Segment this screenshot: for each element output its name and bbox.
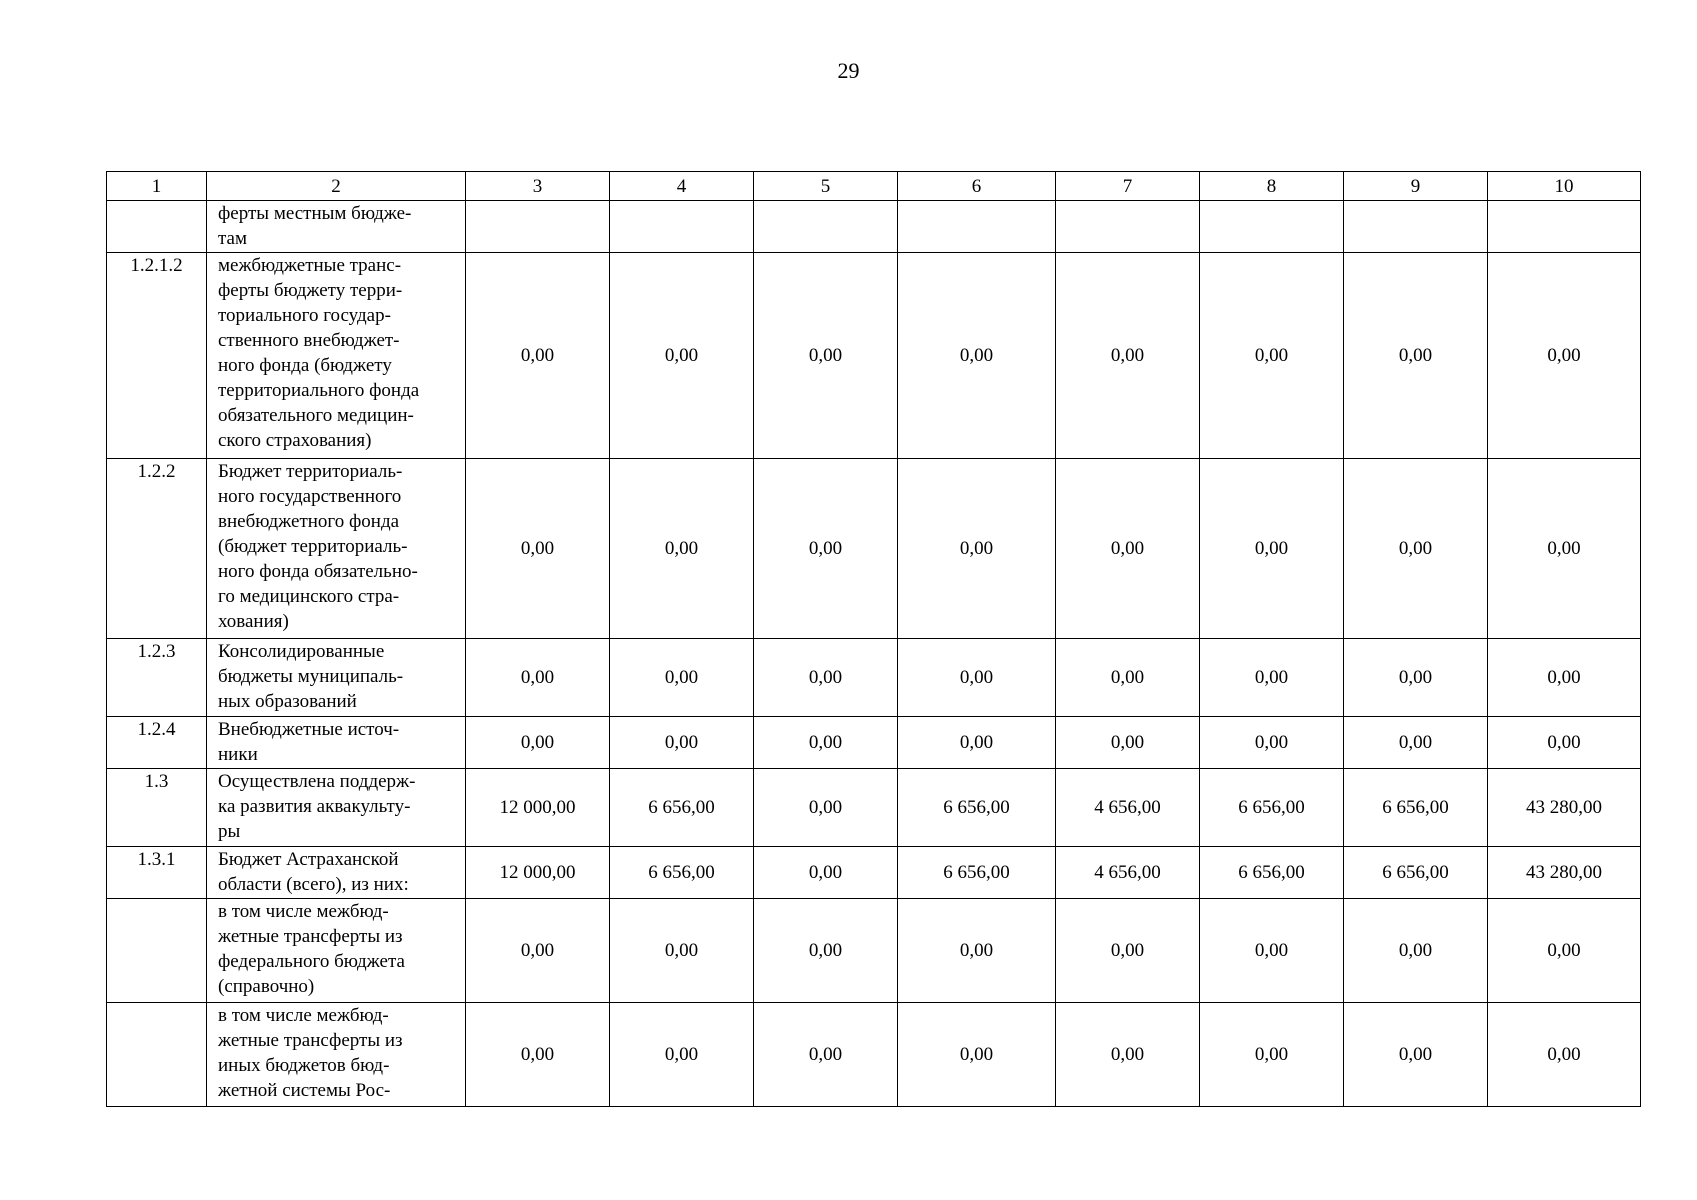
row-code xyxy=(107,201,207,253)
row-label-line: хования) xyxy=(218,611,289,632)
row-code: 1.3 xyxy=(107,769,207,847)
value-cell xyxy=(1200,201,1344,253)
value-cell: 0,00 xyxy=(898,899,1056,1003)
value-cell xyxy=(898,201,1056,253)
value-cell: 0,00 xyxy=(610,639,754,717)
value-cell: 12 000,00 xyxy=(466,769,610,847)
value-cell: 0,00 xyxy=(1200,1003,1344,1107)
row-label-line: в том числе межбюд- xyxy=(218,1005,389,1026)
row-label-line: Консолидированные xyxy=(218,641,385,662)
row-code: 1.2.2 xyxy=(107,459,207,639)
value-cell: 6 656,00 xyxy=(1200,847,1344,899)
header-cell: 5 xyxy=(754,172,898,201)
value-cell: 6 656,00 xyxy=(1344,769,1488,847)
header-cell: 9 xyxy=(1344,172,1488,201)
row-label-line: ного фонда обязательно- xyxy=(218,561,418,582)
value-cell: 0,00 xyxy=(466,639,610,717)
value-cell: 0,00 xyxy=(898,1003,1056,1107)
value-cell: 0,00 xyxy=(1344,459,1488,639)
row-label-line: Бюджет Астраханской xyxy=(218,849,399,870)
row-label-line: Бюджет территориаль- xyxy=(218,461,403,482)
header-cell: 8 xyxy=(1200,172,1344,201)
table-row xyxy=(107,201,1641,253)
value-cell: 0,00 xyxy=(754,1003,898,1107)
row-label-line: жетные трансферты из xyxy=(218,926,403,947)
row-label xyxy=(207,847,466,899)
value-cell: 0,00 xyxy=(1056,459,1200,639)
row-label-line: жетной системы Рос- xyxy=(218,1080,391,1101)
row-label-line: (бюджет территориаль- xyxy=(218,536,408,557)
value-cell: 0,00 xyxy=(466,459,610,639)
row-label xyxy=(207,459,466,639)
value-cell: 0,00 xyxy=(898,253,1056,459)
value-cell xyxy=(754,201,898,253)
row-label-line: ственного внебюджет- xyxy=(218,330,400,351)
header-cell: 10 xyxy=(1488,172,1641,201)
value-cell: 0,00 xyxy=(1488,459,1641,639)
row-label-line: Внебюджетные источ- xyxy=(218,719,400,740)
value-cell xyxy=(1344,201,1488,253)
value-cell: 0,00 xyxy=(1344,717,1488,769)
value-cell xyxy=(610,201,754,253)
table-row xyxy=(107,769,1641,847)
row-label-line: ники xyxy=(218,744,258,765)
value-cell: 0,00 xyxy=(898,639,1056,717)
value-cell: 6 656,00 xyxy=(898,847,1056,899)
header-cell: 6 xyxy=(898,172,1056,201)
row-label-line: территориального фонда xyxy=(218,380,420,401)
value-cell: 0,00 xyxy=(754,769,898,847)
row-label xyxy=(207,201,466,253)
row-label-line: ных образований xyxy=(218,691,357,712)
value-cell: 0,00 xyxy=(754,717,898,769)
row-code: 1.2.1.2 xyxy=(107,253,207,459)
value-cell: 0,00 xyxy=(1200,639,1344,717)
row-label-line: ного государственного xyxy=(218,486,402,507)
value-cell: 43 280,00 xyxy=(1488,847,1641,899)
row-label-line: области (всего), из них: xyxy=(218,874,409,895)
row-label xyxy=(207,717,466,769)
row-code: 1.3.1 xyxy=(107,847,207,899)
row-label-line: иных бюджетов бюд- xyxy=(218,1055,390,1076)
value-cell xyxy=(466,201,610,253)
value-cell: 6 656,00 xyxy=(610,769,754,847)
value-cell: 0,00 xyxy=(754,899,898,1003)
value-cell: 0,00 xyxy=(1344,1003,1488,1107)
header-cell: 7 xyxy=(1056,172,1200,201)
value-cell: 0,00 xyxy=(1488,717,1641,769)
row-label xyxy=(207,899,466,1003)
row-label-line: межбюджетные транс- xyxy=(218,255,402,276)
value-cell: 12 000,00 xyxy=(466,847,610,899)
row-label-line: жетные трансферты из xyxy=(218,1030,403,1051)
header-cell: 1 xyxy=(107,172,207,201)
value-cell: 0,00 xyxy=(1200,717,1344,769)
value-cell: 0,00 xyxy=(1344,253,1488,459)
value-cell: 0,00 xyxy=(1344,639,1488,717)
value-cell: 0,00 xyxy=(1488,253,1641,459)
header-cell: 2 xyxy=(207,172,466,201)
value-cell: 0,00 xyxy=(610,253,754,459)
value-cell: 0,00 xyxy=(1488,899,1641,1003)
table-row xyxy=(107,459,1641,639)
table-row xyxy=(107,253,1641,459)
row-label xyxy=(207,769,466,847)
row-code: 1.2.3 xyxy=(107,639,207,717)
row-label-line: ка развития аквакульту- xyxy=(218,796,411,817)
row-label xyxy=(207,639,466,717)
value-cell: 0,00 xyxy=(754,459,898,639)
value-cell: 0,00 xyxy=(754,253,898,459)
row-label-line: ферты бюджету терри- xyxy=(218,280,403,301)
row-label xyxy=(207,253,466,459)
header-cell: 4 xyxy=(610,172,754,201)
value-cell: 0,00 xyxy=(754,639,898,717)
row-label-line: го медицинского стра- xyxy=(218,586,400,607)
value-cell: 0,00 xyxy=(1488,1003,1641,1107)
table-row xyxy=(107,1003,1641,1107)
value-cell: 0,00 xyxy=(1056,717,1200,769)
table-row xyxy=(107,847,1641,899)
value-cell: 6 656,00 xyxy=(1200,769,1344,847)
value-cell: 4 656,00 xyxy=(1056,769,1200,847)
value-cell: 0,00 xyxy=(1056,253,1200,459)
value-cell: 43 280,00 xyxy=(1488,769,1641,847)
table-header xyxy=(107,172,1641,201)
value-cell: 0,00 xyxy=(1056,639,1200,717)
value-cell: 6 656,00 xyxy=(1344,847,1488,899)
value-cell: 0,00 xyxy=(898,459,1056,639)
row-label-line: ного фонда (бюджету xyxy=(218,355,392,376)
value-cell: 0,00 xyxy=(1488,639,1641,717)
row-code xyxy=(107,899,207,1003)
value-cell: 0,00 xyxy=(754,847,898,899)
row-label-line: ферты местным бюдже- xyxy=(218,203,412,224)
row-code xyxy=(107,1003,207,1107)
value-cell: 0,00 xyxy=(1056,1003,1200,1107)
value-cell xyxy=(1488,201,1641,253)
row-label-line: ры xyxy=(218,821,241,842)
row-label-line: в том числе межбюд- xyxy=(218,901,389,922)
value-cell: 0,00 xyxy=(466,717,610,769)
value-cell xyxy=(1056,201,1200,253)
page-number: 29 xyxy=(837,58,860,83)
value-cell: 6 656,00 xyxy=(610,847,754,899)
value-cell: 0,00 xyxy=(898,717,1056,769)
row-label-line: там xyxy=(218,228,247,249)
table-row xyxy=(107,639,1641,717)
value-cell: 0,00 xyxy=(466,899,610,1003)
value-cell: 0,00 xyxy=(1200,459,1344,639)
row-label-line: ториального государ- xyxy=(218,305,391,326)
value-cell: 0,00 xyxy=(1344,899,1488,1003)
table-row xyxy=(107,899,1641,1003)
value-cell: 0,00 xyxy=(610,899,754,1003)
row-label-line: внебюджетного фонда xyxy=(218,511,400,532)
row-label-line: обязательного медицин- xyxy=(218,405,414,426)
value-cell: 0,00 xyxy=(1200,253,1344,459)
value-cell: 0,00 xyxy=(610,717,754,769)
table-row xyxy=(107,717,1641,769)
header-row xyxy=(107,172,1641,201)
row-label-line: федерального бюджета xyxy=(218,951,405,972)
table-body xyxy=(107,201,1641,1107)
row-label xyxy=(207,1003,466,1107)
value-cell: 0,00 xyxy=(466,1003,610,1107)
row-label-line: бюджеты муниципаль- xyxy=(218,666,404,687)
value-cell: 4 656,00 xyxy=(1056,847,1200,899)
value-cell: 0,00 xyxy=(466,253,610,459)
row-code: 1.2.4 xyxy=(107,717,207,769)
row-label-line: Осуществлена поддерж- xyxy=(218,771,416,792)
value-cell: 0,00 xyxy=(610,1003,754,1107)
value-cell: 6 656,00 xyxy=(898,769,1056,847)
header-cell: 3 xyxy=(466,172,610,201)
value-cell: 0,00 xyxy=(610,459,754,639)
budget-table xyxy=(106,171,1641,1107)
value-cell: 0,00 xyxy=(1056,899,1200,1003)
row-label-line: (справочно) xyxy=(218,976,315,997)
row-label-line: ского страхования) xyxy=(218,430,372,451)
value-cell: 0,00 xyxy=(1200,899,1344,1003)
